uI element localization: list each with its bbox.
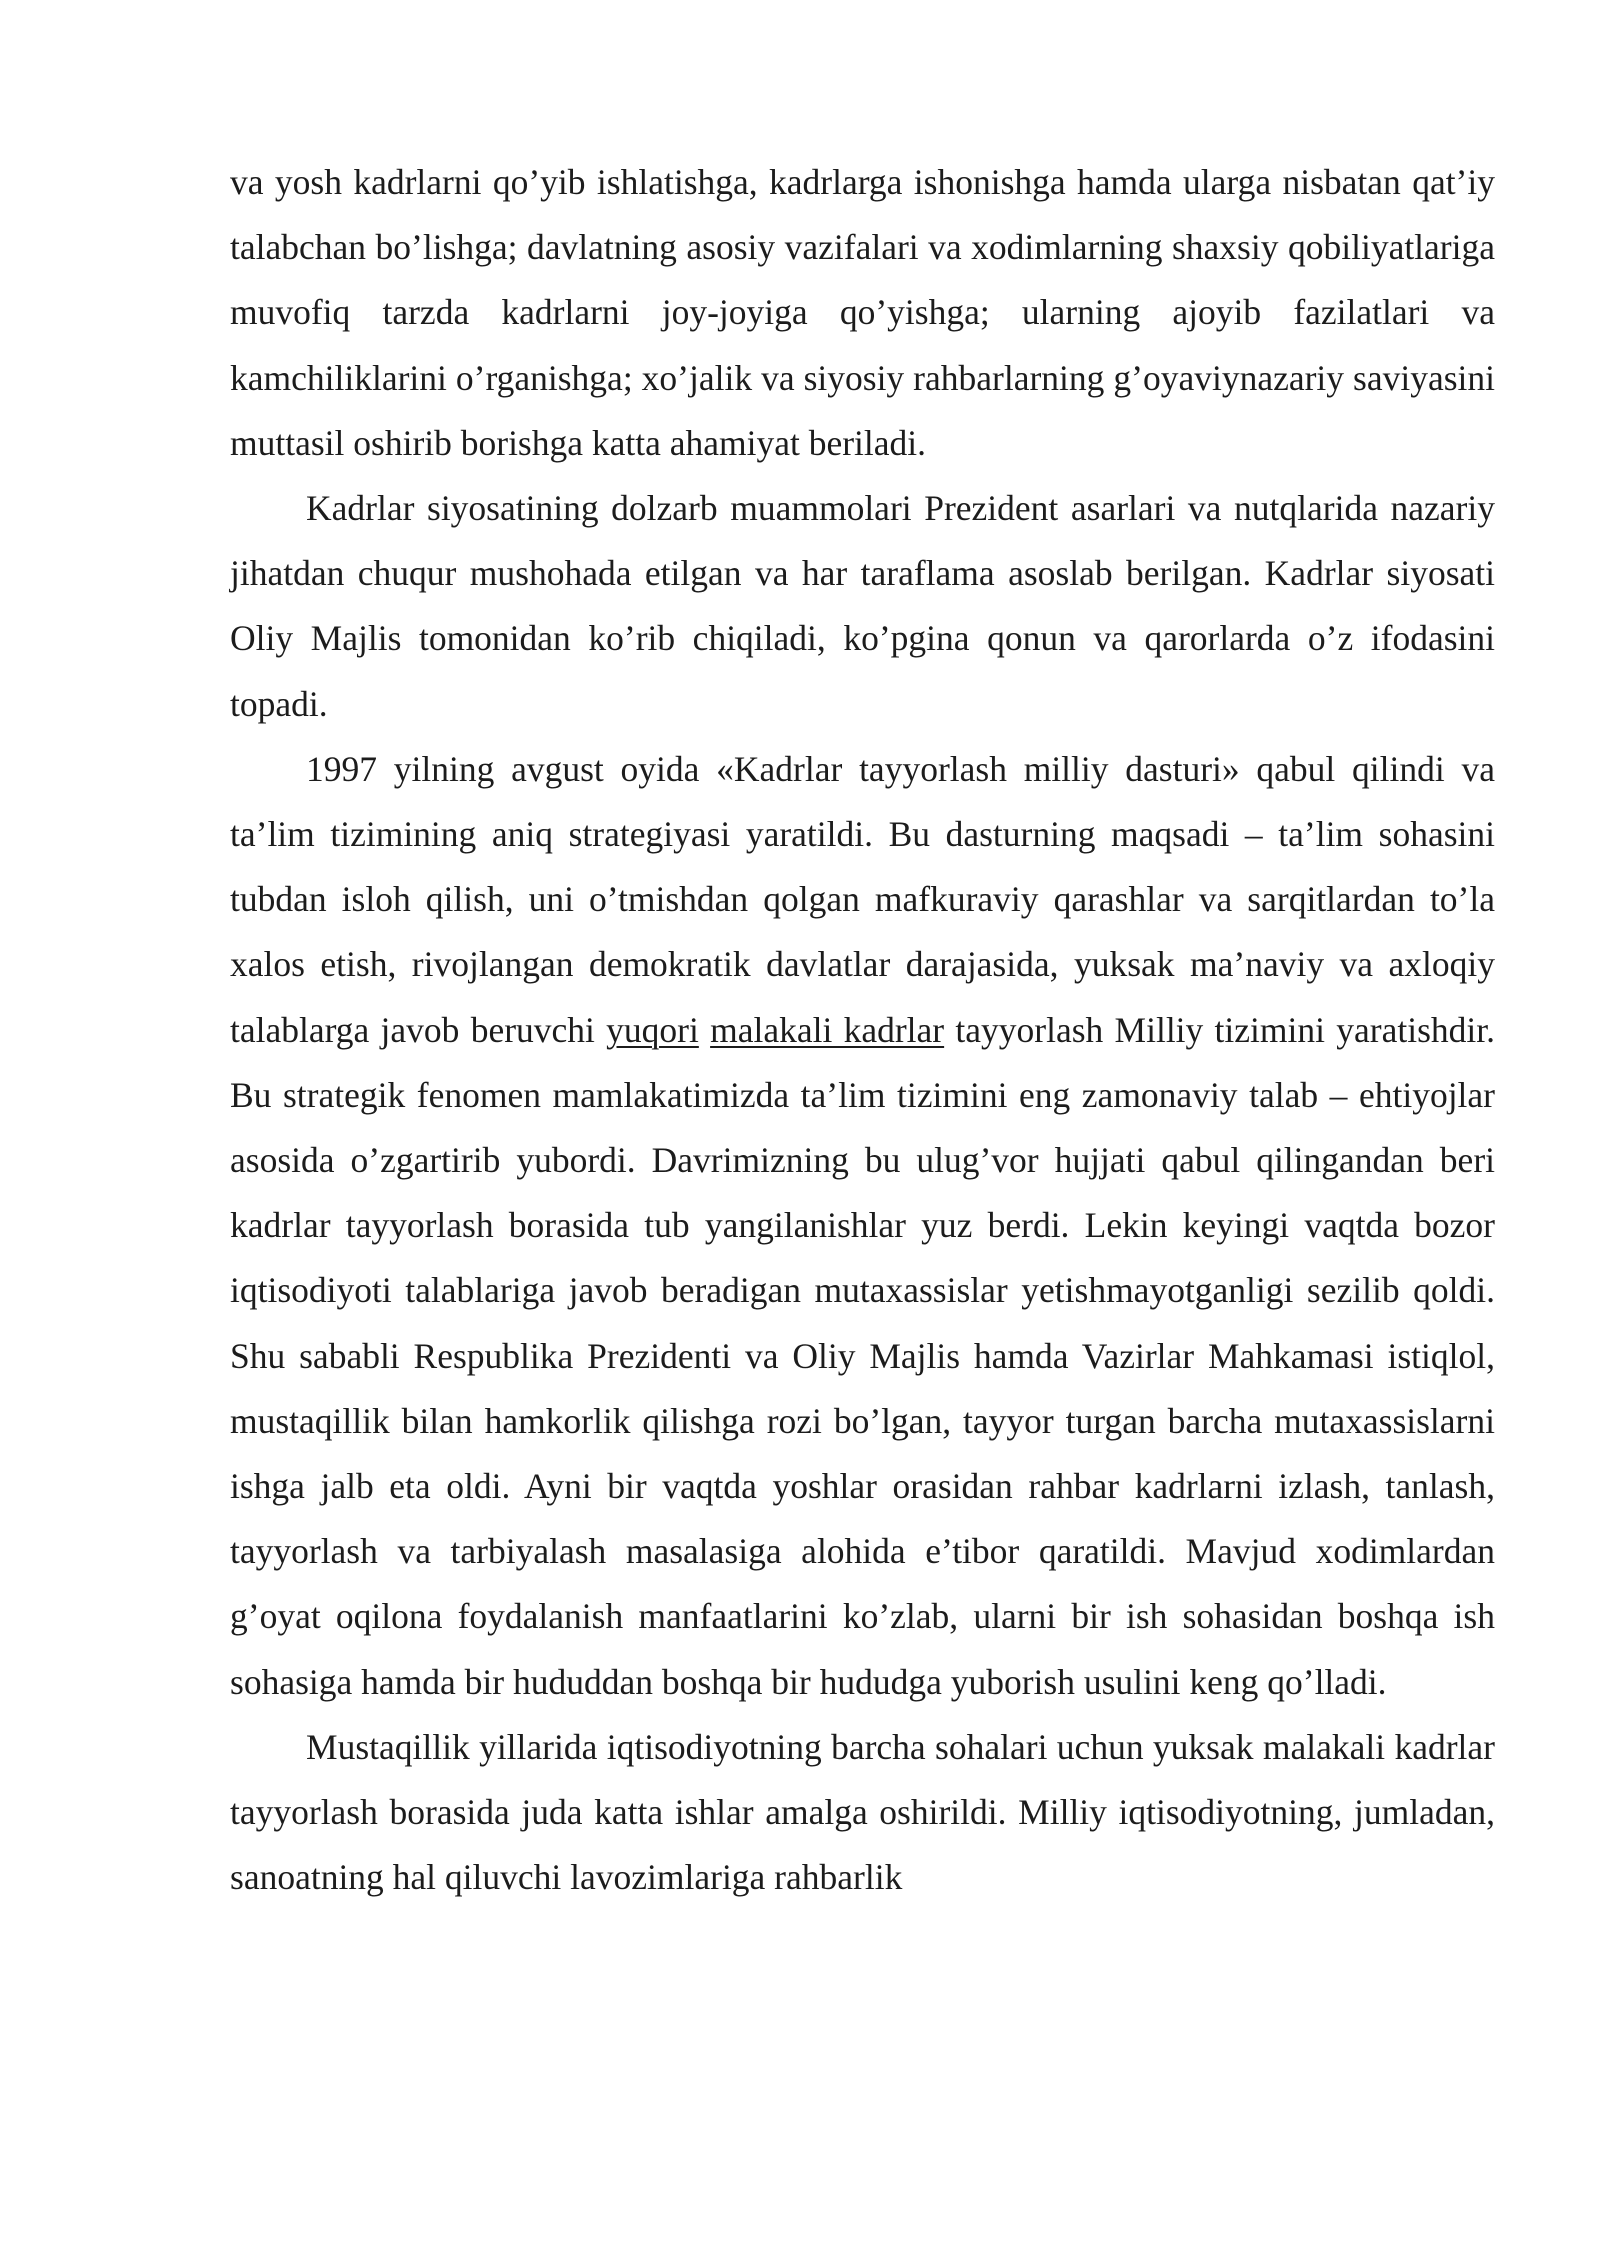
underlined-link-malakali-kadrlar[interactable]: malakali kadrlar <box>710 1009 945 1050</box>
paragraph <box>230 737 1495 1715</box>
paragraph-text: tayyorlash Milliy tizimini yaratishdir. Bu strategik fenomen mamlakatimizda ta’lim tizimini eng zamonaviy talab – ehtiyojlar asosida o’zgartirib yubordi. Davrimizning bu ulug’vor hujjati qabul qilingandan beri kadrlar tayyorlash borasida tub yangilanishlar yuz berdi. Lekin keyingi vaqtda bozor iqtisodiyoti talablariga javob beradigan mutaxassislar yetishmayotganligi sezilib qoldi. Shu sababli Respublika Prezidenti va Oliy Majlis hamda Vazirlar Mahkamasi istiqlol, mustaqillik bilan hamkorlik qilishga rozi bo’lgan, tayyor turgan barcha mutaxassislarni ishga jalb eta oldi. Ayni bir vaqtda yoshlar orasidan rahbar kadrlarni izlash, tanlash, tayyorlash va tarbiyalash masalasiga alohida e’tibor qaratildi. Mavjud xodimlardan g’oyat oqilona foydalanish manfaatlarini ko’zlab, ularni bir ish sohasidan boshqa ish sohasiga hamda bir hududdan boshqa bir hududga yuborish usulini keng qo’lladi. <box>230 1009 1495 1702</box>
paragraph-text <box>699 1010 710 1050</box>
paragraph-text: 1997 yilning avgust oyida «Kadrlar tayyorlash milliy dasturi» qabul qilindi va ta’lim tizimining aniq strategiyasi yaratildi. Bu dasturning maqsadi – ta’lim sohasini tubdan isloh qilish, uni o’tmishdan qolgan mafkuraviy qarashlar va sarqitlardan to’la xalos etish, rivojlangan demokratik davlatlar darajasida, yuksak ma’naviy va axloqiy talablarga javob beruvchi <box>230 748 1495 1050</box>
paragraph: Kadrlar siyosatining dolzarb muammolari Prezident asarlari va nutqlarida nazariy jihatdan chuqur mushohada etilgan va har taraflama asoslab berilgan. Kadrlar siyosati Oliy Majlis tomonidan ko’rib chiqiladi, ko’pgina qonun va qarorlarda o’z ifodasini topadi. <box>230 488 1495 724</box>
document-body <box>230 150 1495 1910</box>
underlined-link-yuqori[interactable]: yuqori <box>606 1009 699 1050</box>
paragraph: va yosh kadrlarni qo’yib ishlatishga, kadrlarga ishonishga hamda ularga nisbatan qat’iy talabchan bo’lishga; davlatning asosiy vazifalari va xodimlarning shaxsiy qobiliyatlariga muvofiq tarzda kadrlarni joy-joyiga qo’yishga; ularning ajoyib fazilatlari va kamchiliklarini o’rganishga; xo’jalik va siyosiy rahbarlarning g’oyaviynazariy saviyasini muttasil oshirib borishga katta ahamiyat beriladi. <box>230 162 1495 463</box>
paragraph: Mustaqillik yillarida iqtisodiyotning barcha sohalari uchun yuksak malakali kadrlar tayyorlash borasida juda katta ishlar amalga oshirildi. Milliy iqtisodiyotning, jumladan, sanoatning hal qiluvchi lavozimlariga rahbarlik <box>230 1726 1495 1898</box>
